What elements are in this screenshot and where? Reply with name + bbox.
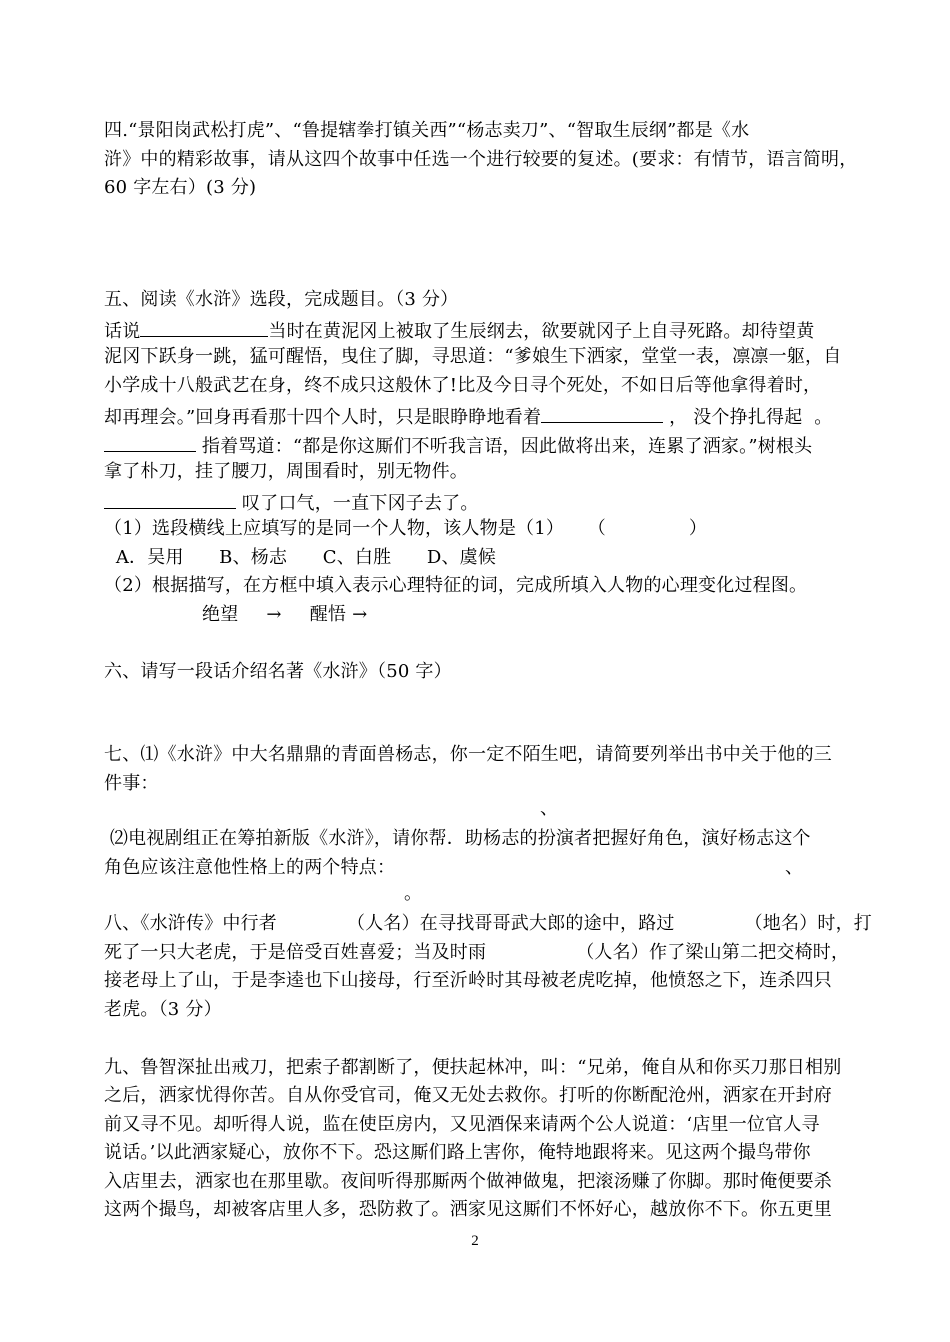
q5-passage-line-1: 话说 当时在黄泥冈上被取了生辰纲去，欲要就冈子上自寻死路。却待望黄 [104,318,814,343]
q5-subquestion-2: （2）根据描写，在方框中填入表示心理特征的词，完成所填入人物的心理变化过程图。 [104,575,808,596]
answer-blank[interactable] [140,318,268,337]
answer-blank[interactable] [541,404,663,423]
q9-line-2: 之后，洒家忧得你苦。自从你受官司，俺又无处去救你。打听的你断配沧州，洒家在开封府 [104,1085,832,1106]
q8-line-2: 死了一只大老虎，于是倍受百姓喜爱；当及时雨 （人名）作了梁山第二把交椅时， [104,942,850,963]
arrow-icon: → [352,604,368,625]
q7-line-1: 七、⑴《水浒》中大名鼎鼎的青面兽杨志，你一定不陌生吧，请简要列举出书中关于他的三 [104,744,832,765]
page-number: 2 [471,1233,479,1249]
arrow-icon: → [266,604,282,625]
q5-flow-diagram [202,604,367,626]
q4-line-3: 60 字左右）(3 分) [104,177,257,198]
q5-passage-line-7: 叹了口气，一直下冈子去了。 [104,490,479,515]
q7-line-4: 角色应该注意他性格上的两个特点： [104,857,396,878]
q9-line-1: 九、鲁智深扯出戒刀，把索子都割断了，便扶起林冲，叫：“兄弟，俺自从和你买刀那日相别 [104,1057,842,1078]
q4-line-2: 浒》中的精彩故事，请从这四个故事中任选一个进行较要的复述。(要求：有情节，语言简明， [104,149,858,170]
flow-label-awaken: 醒悟 [309,604,347,625]
q8-line-4: 老虎。（3 分） [104,999,222,1020]
q5-passage-line-5: 指着骂道：“都是你这厮们不听我言语，因此做将出来，连累了洒家。”树根头 [104,433,812,458]
q7-line-2: 件事： [104,773,159,794]
q9-line-6: 这两个撮鸟，却被客店里人多，恐防救了。洒家见这厮们不怀好心，越放你不下。你五更里 [104,1199,832,1220]
q8-line-1: 八、《水浒传》中行者 （人名）在寻找哥哥武大郎的途中，路过 （地名）时，打 [104,913,873,934]
q7-separator-2: 、 [785,857,804,878]
q5-passage-line-6: 拿了朴刀，挂了腰刀，周围看时，别无物件。 [104,461,468,482]
q5-passage-line-2: 泥冈下跃身一跳，猛可醒悟，曳住了脚，寻思道：“爹娘生下洒家，堂堂一表，凛凛一躯，自 [104,346,842,367]
q9-line-5: 入店里去，洒家也在那里歇。夜间听得那厮两个做神做鬼，把滚汤赚了你脚。那时俺便要杀 [104,1171,832,1192]
q9-line-3: 前又寻不见。却听得人说，监在使臣房内，又见酒保来请两个公人说道：‘店里一位官人寻 [104,1114,820,1135]
answer-blank[interactable] [104,490,236,509]
q6-title: 六、请写一段话介绍名著《水浒》（50 字） [104,661,452,682]
q5-passage-line-4: 却再理会。”回身再看那十四个人时，只是眼睁睁地看着 ， 没个挣扎得起 。 [104,404,833,429]
q9-line-4: 说话。’以此洒家疑心，放你不下。恐这厮们路上害你，俺特地跟将来。见这两个撮鸟带你 [104,1142,811,1163]
q5-passage-line-3: 小学成十八般武艺在身，终不成只这般休了!比及今日寻个死处，不如日后等他拿得着时， [104,375,822,396]
q8-line-3: 接老母上了山，于是李逵也下山接母，行至沂岭时其母被老虎吃掉，他愤怒之下，连杀四只 [104,970,832,991]
q5-title: 五、阅读《水浒》选段，完成题目。（3 分） [104,289,459,310]
flow-label-despair: 绝望 [202,604,239,625]
q4-line-1: 四.“景阳岗武松打虎”、“鲁提辖拳打镇关西”“杨志卖刀”、“智取生辰纲”都是《水 [104,120,750,141]
q7-line-3: ⑵电视剧组正在筹拍新版《水浒》，请你帮．助杨志的扮演者把握好角色，演好杨志这个 [104,828,811,849]
q7-separator-1: 、 [540,798,559,819]
q5-subquestion-1: （1）选段横线上应填写的是同一个人物，该人物是（1） （ ） [104,518,708,539]
q7-period: 。 [404,883,423,904]
q5-options: A．吴用 B、杨志 C、白胜 D、虞候 [104,547,497,568]
answer-blank[interactable] [104,433,196,452]
